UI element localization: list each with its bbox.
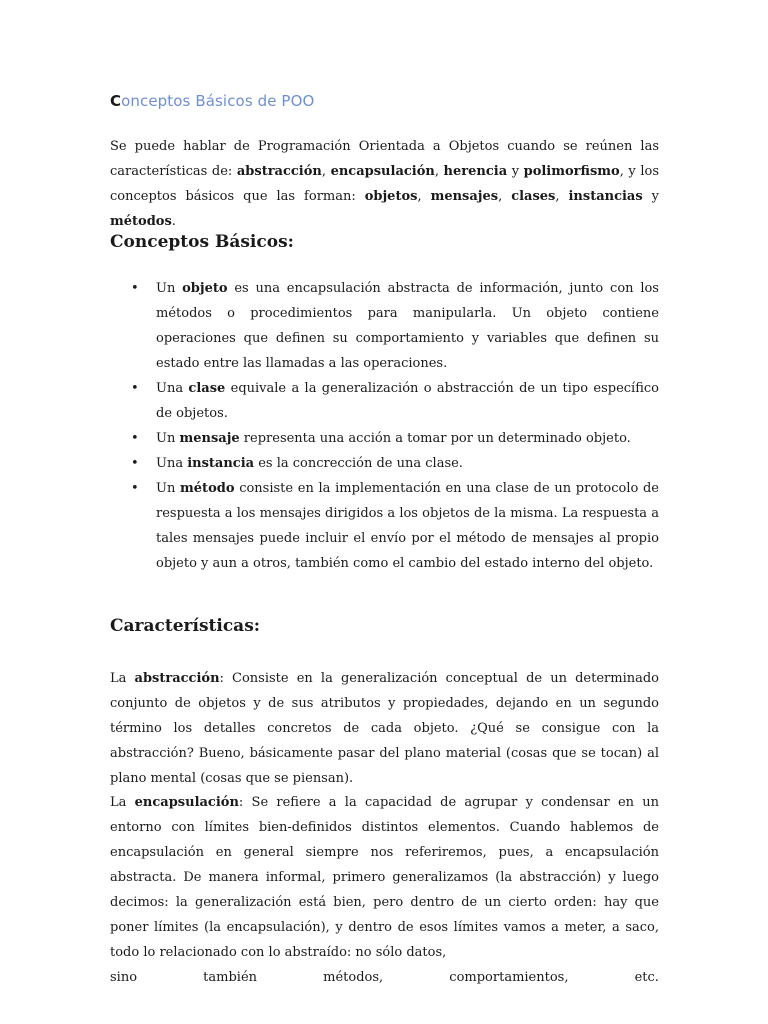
term-mensajes: mensajes — [430, 189, 499, 204]
term-polimorfismo: polimorfismo — [523, 164, 620, 179]
item-term: instancia — [187, 456, 255, 471]
encapsulacion-body — [110, 790, 659, 965]
term-objetos: objetos — [364, 189, 418, 204]
intro-text: , y los conceptos básicos que las forman: — [110, 164, 660, 204]
list-item-objeto — [110, 276, 659, 376]
para-text: La — [110, 795, 135, 810]
item-term: mensaje — [179, 431, 240, 446]
para-term: abstracción — [134, 671, 220, 686]
intro-text: , — [321, 164, 331, 179]
word: comportamientos, — [449, 970, 569, 985]
intro-text: Se puede hablar de Programación Orientada a Objetos cuando se reúnen las características de: — [110, 139, 659, 179]
document-title — [110, 92, 314, 110]
list-item-mensaje — [110, 426, 659, 451]
list-item-instancia — [110, 451, 659, 476]
intro-text: . — [171, 214, 176, 229]
word: sino — [110, 970, 138, 985]
intro-text: y — [507, 164, 524, 179]
intro-paragraph — [110, 134, 659, 234]
item-text: Un — [156, 481, 181, 496]
term-clases: clases — [511, 189, 556, 204]
bullet-icon: • — [131, 431, 139, 446]
term-abstraccion: abstracción — [236, 164, 322, 179]
paragraph-encapsulacion — [110, 790, 659, 990]
para-text: : Se refiere a la capacidad de agrupar y condensar en un entorno con límites bien-definidos distintos elementos. Cuando hablemos de encapsulación en general siempre nos referiremos, pues, a encapsulación abstracta. De manera informal, primero generalizamos (la abstracción) y luego decimos: la generalización está bien, pero dentro de un cierto orden: hay que poner límites (la encapsulación), y dentro de esos límites vamos a meter, a saco, todo lo relacionado con lo abstraído: no sólo datos, — [110, 795, 659, 960]
heading-caracteristicas: Características: — [110, 616, 261, 636]
title-rest: onceptos Básicos de POO — [121, 92, 315, 110]
intro-text: , — [498, 189, 512, 204]
item-text: Una — [156, 456, 188, 471]
bullet-icon: • — [131, 456, 139, 471]
word: etc. — [634, 970, 659, 985]
word: métodos, — [323, 970, 384, 985]
bullet-icon: • — [131, 281, 139, 296]
bullet-icon: • — [131, 481, 139, 496]
item-text: representa una acción a tomar por un determinado objeto. — [239, 431, 631, 446]
intro-text: y — [642, 189, 659, 204]
term-herencia: herencia — [443, 164, 508, 179]
heading-conceptos-basicos: Conceptos Básicos: — [110, 232, 294, 252]
para-text: La — [110, 671, 135, 686]
para-term: encapsulación — [134, 795, 239, 810]
item-text: Una — [156, 381, 189, 396]
item-text: Un — [156, 431, 180, 446]
item-text: equivale a la generalización o abstracción de un tipo específico de objetos. — [156, 381, 659, 421]
item-text: Un — [156, 281, 183, 296]
list-item-clase — [110, 376, 659, 426]
term-instancias: instancias — [568, 189, 643, 204]
item-term: objeto — [182, 281, 228, 296]
item-text: es la concrección de una clase. — [254, 456, 463, 471]
bullet-icon: • — [131, 381, 139, 396]
para-text: : Consiste en la generalización conceptual de un determinado conjunto de objetos y de sus atributos y propiedades, dejando en un segundo término los detalles concretos de cada objeto. ¿Qué se consigue con la abstracción? Bueno, básicamente pasar del plano material (cosas que se tocan) al plano mental (cosas que se piensan). — [110, 671, 659, 786]
encapsulacion-last-line — [110, 965, 659, 990]
concepts-list — [110, 276, 659, 576]
item-text: es una encapsulación abstracta de información, junto con los métodos o procedimientos para manipularla. Un objeto contiene operaciones que definen su comportamiento y variables que definen su estado entre las llamadas a las operaciones. — [156, 281, 659, 371]
paragraph-abstraccion — [110, 666, 659, 791]
intro-text: , — [555, 189, 569, 204]
item-term: clase — [188, 381, 226, 396]
term-metodos: métodos — [110, 214, 172, 229]
intro-text: , — [434, 164, 444, 179]
item-text: consiste en la implementación en una clase de un protocolo de respuesta a los mensajes dirigidos a los objetos de la misma. La respuesta a tales mensajes puede incluir el envío por el método de mensajes al propio objeto y aun a otros, también como el cambio del estado interno del objeto. — [156, 481, 660, 571]
intro-text: , — [417, 189, 431, 204]
term-encapsulacion: encapsulación — [330, 164, 435, 179]
word: también — [203, 970, 258, 985]
item-term: método — [180, 481, 235, 496]
list-item-metodo — [110, 476, 659, 576]
title-first-letter: C — [110, 92, 122, 110]
